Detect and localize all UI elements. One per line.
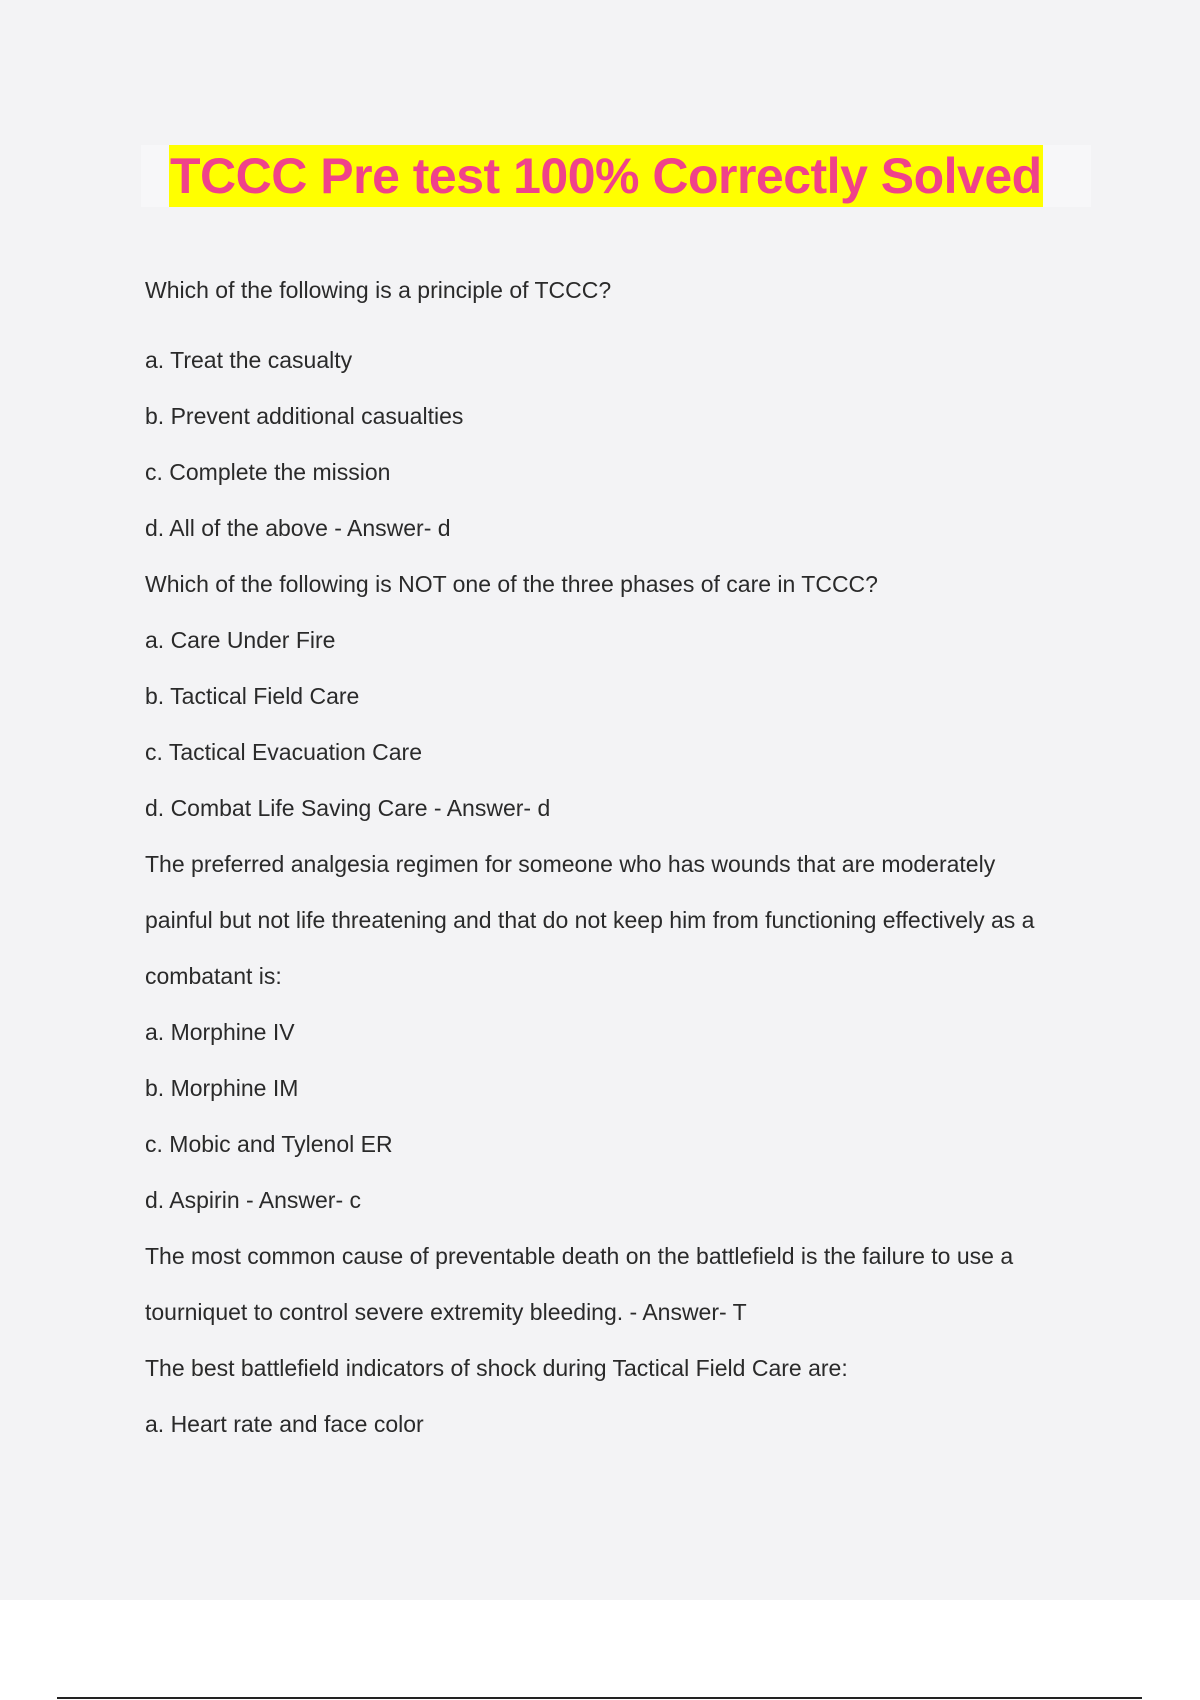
question-1-option-d-answer: d. All of the above - Answer- d xyxy=(145,515,451,541)
question-2-option-d-answer: d. Combat Life Saving Care - Answer- d xyxy=(145,795,551,821)
question-3-line-3: combatant is: xyxy=(145,963,282,989)
question-3-option-b: b. Morphine IM xyxy=(145,1075,299,1101)
question-2-option-a: a. Care Under Fire xyxy=(145,627,336,653)
question-3-option-d-answer: d. Aspirin - Answer- c xyxy=(145,1187,362,1213)
question-2: Which of the following is NOT one of the three phases of care in TCCC? xyxy=(145,571,878,597)
question-4-line-2-answer: tourniquet to control severe extremity bleeding. - Answer- T xyxy=(145,1299,747,1325)
question-2-option-b: b. Tactical Field Care xyxy=(145,683,360,709)
question-5: The best battlefield indicators of shock during Tactical Field Care are: xyxy=(145,1355,848,1381)
question-2-option-c: c. Tactical Evacuation Care xyxy=(145,739,422,765)
question-5-option-a: a. Heart rate and face color xyxy=(145,1411,424,1437)
document-title: TCCC Pre test 100% Correctly Solved xyxy=(169,145,1043,207)
question-1: Which of the following is a principle of TCCC? xyxy=(145,277,612,303)
question-3-option-a: a. Morphine IV xyxy=(145,1019,295,1045)
question-1-option-c: c. Complete the mission xyxy=(145,459,391,485)
document-body xyxy=(145,262,1105,1452)
question-1-option-b: b. Prevent additional casualties xyxy=(145,403,464,429)
page-bottom-rule xyxy=(57,1697,1142,1699)
question-4-line-1: The most common cause of preventable death on the battlefield is the failure to use a xyxy=(145,1243,1014,1269)
question-1-option-a: a. Treat the casualty xyxy=(145,347,353,373)
question-3-line-1: The preferred analgesia regimen for someone who has wounds that are moderately xyxy=(145,851,996,877)
question-3-option-c: c. Mobic and Tylenol ER xyxy=(145,1131,393,1157)
question-3-line-2: painful but not life threatening and that do not keep him from functioning effectively as a xyxy=(145,907,1035,933)
